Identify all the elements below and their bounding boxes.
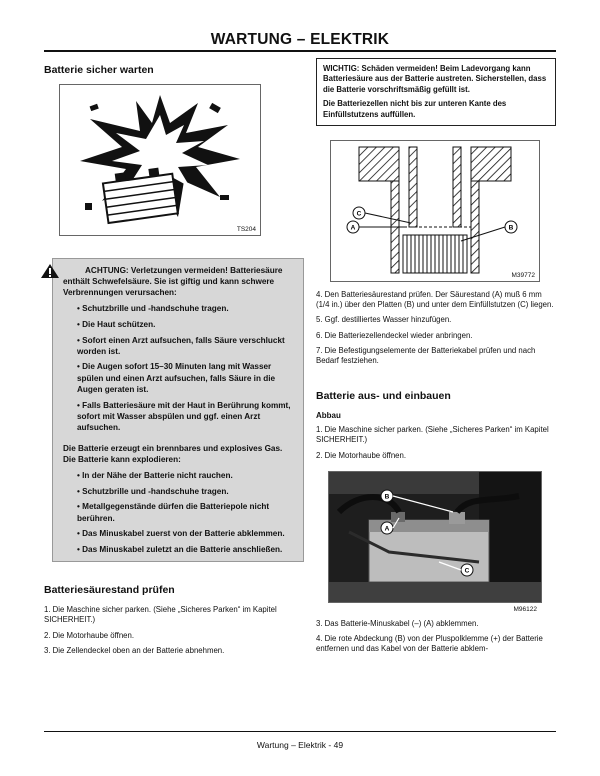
caution-lead-2: Die Batterie erzeugt ein brennbares und explosives Gas. Die Batterie kann explodieren: (63, 444, 283, 465)
left-column (44, 58, 302, 661)
exploding-battery-illustration (60, 85, 260, 235)
caution-bullet: • Das Minuskabel zuerst von der Batterie abklemmen. (77, 529, 285, 539)
page-footer: Wartung – Elektrik - 49 (256, 740, 344, 750)
figure-code: TS204 (236, 226, 256, 233)
step-item: 4. Die rote Abdeckung (B) von der Pluspolklemme (+) der Batterie entfernen und das Kabel von der Batterie abklem- (316, 634, 543, 654)
step-item: 7. Die Befestigungselemente der Batteriekabel prüfen und nach Bedarf festziehen. (316, 345, 536, 366)
subsection-title-removal: Abbau (316, 411, 341, 421)
callout-c: C (356, 210, 362, 218)
caution-bullet: • In der Nähe der Batterie nicht rauchen. (77, 471, 233, 481)
caution-lead-text: ACHTUNG: Verletzungen vermeiden! Batteriesäure enthält Schwefelsäure. Sie ist giftig und kann schwere Verbrennungen verursachen: (63, 266, 283, 298)
step-item: 5. Ggf. destilliertes Wasser hinzufügen. (316, 315, 452, 325)
step-item: 3. Die Zellendeckel oben an der Batterie abnehmen. (44, 645, 225, 655)
battery-photo-figure (328, 471, 542, 613)
figure-code: M39772 (511, 272, 535, 280)
section-title-acid-level: Batteriesäurestand prüfen (44, 584, 175, 597)
callout-b: B (384, 493, 390, 501)
important-text: WICHTIG: Schäden vermeiden! Beim Ladevorgang kann Batteriesäure aus der Batterie austreten. Sicherstellen, dass die Batterie vorschriftsmäßig gefüllt ist. (323, 64, 547, 94)
caution-box (52, 258, 304, 562)
step-item: 4. Den Batteriesäurestand prüfen. Der Säurestand (A) muß 6 mm (1/4 in.) über den Platten (B) und unter dem Einfüllstutzen (C) liegen. (316, 290, 554, 310)
right-column (316, 58, 556, 659)
caution-bullet: • Metallgegenstände dürfen die Batteriepole nicht berühren. (77, 502, 270, 523)
callout-a: A (350, 224, 356, 232)
caution-bullet: • Falls Batteriesäure mit der Haut in Berührung kommt, sofort mit Wasser abspülen und ggf. einen Arzt aufsuchen. (77, 400, 291, 432)
cell-cross-section-illustration (331, 141, 539, 281)
battery-compartment-photo (329, 472, 541, 602)
step-item: 1. Die Maschine sicher parken. (Siehe „Sicheres Parken“ im Kapitel SICHERHEIT.) (316, 425, 549, 445)
caution-bullet: • Die Haut schützen. (77, 319, 156, 329)
battery-explosion-figure (59, 84, 261, 236)
step-item: 6. Die Batteriezellendeckel wieder anbringen. (316, 330, 473, 340)
callout-a: A (384, 525, 390, 533)
important-text: Die Batteriezellen nicht bis zur unteren Kante des Einfüllstutzens auffüllen. (323, 99, 507, 119)
step-item: 2. Die Motorhaube öffnen. (316, 450, 407, 460)
caution-bullet: • Das Minuskabel zuletzt an die Batterie anschließen. (77, 545, 283, 555)
warning-triangle-icon (41, 264, 59, 281)
caution-bullet: • Die Augen sofort 15–30 Minuten lang mit Wasser spülen und einen Arzt aufsuchen, falls Säure in die Augen geraten ist. (77, 362, 276, 394)
title-rule (44, 50, 556, 52)
page-title: WARTUNG – ELEKTRIK (210, 31, 390, 48)
caution-lead (63, 265, 295, 299)
step-item: 3. Das Batterie-Minuskabel (–) (A) abklemmen. (316, 618, 479, 628)
caution-bullet: • Schutzbrille und -handschuhe tragen. (77, 304, 229, 314)
step-item: 1. Die Maschine sicher parken. (Siehe „Sicheres Parken“ im Kapitel SICHERHEIT.) (44, 605, 277, 625)
caution-bullet: • Schutzbrille und -handschuhe tragen. (77, 486, 229, 496)
section-title-battery-safety: Batterie sicher warten (44, 64, 154, 76)
section-title-battery-removal: Batterie aus- und einbauen (316, 390, 451, 403)
figure-code: M96122 (513, 605, 537, 613)
acid-level-figure (330, 140, 540, 282)
step-item: 2. Die Motorhaube öffnen. (44, 630, 135, 640)
important-notice (316, 58, 556, 126)
footer-rule (44, 731, 556, 732)
caution-bullet: • Sofort einen Arzt aufsuchen, falls Säure verschluckt worden ist. (77, 335, 285, 356)
callout-b: B (508, 224, 514, 232)
callout-c: C (464, 567, 470, 575)
